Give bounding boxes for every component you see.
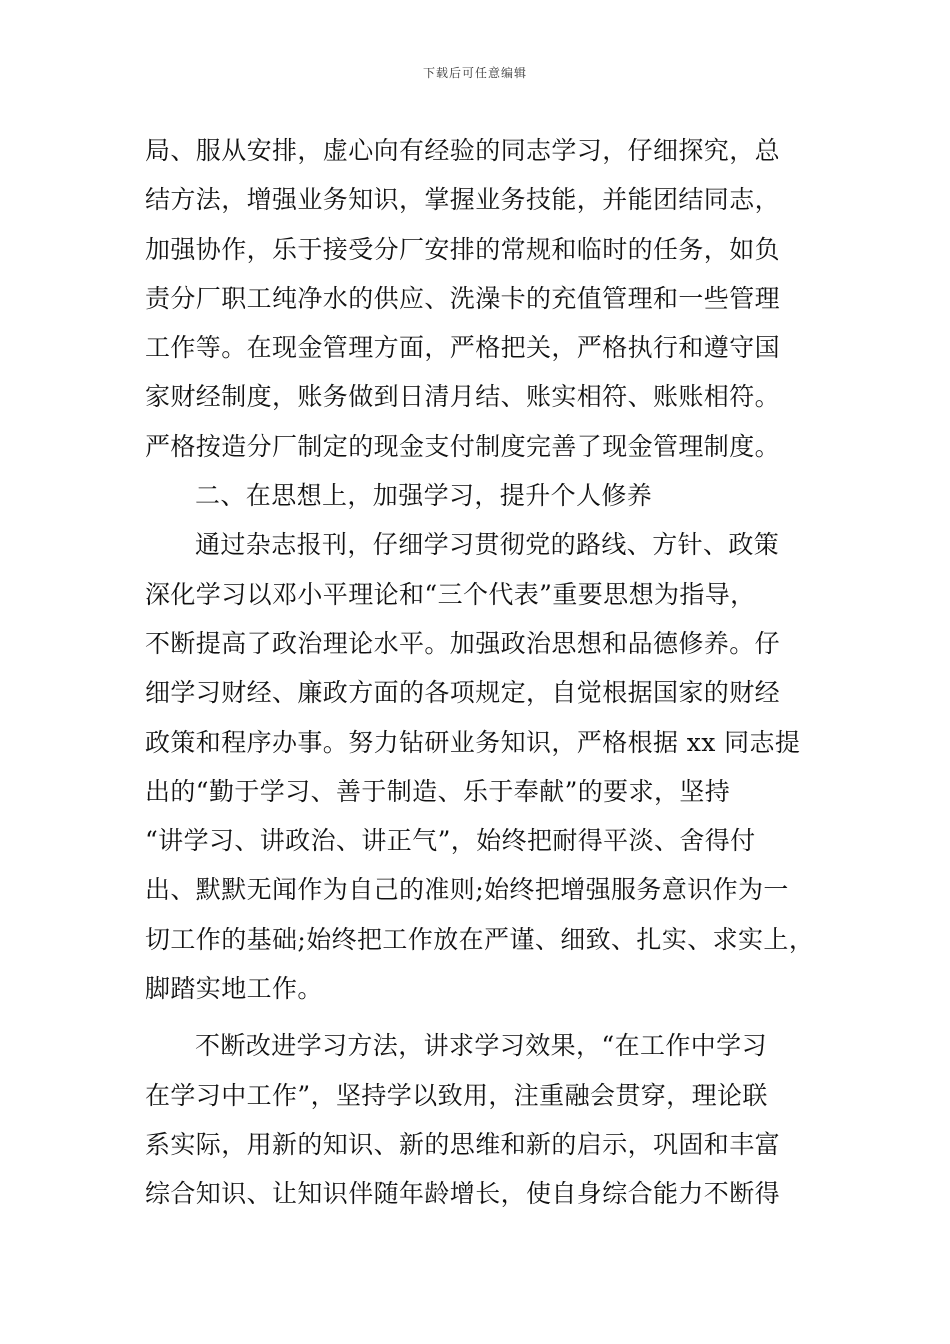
text-line: 出、默默无闻作为自己的准则;始终把增强服务意识作为一: [145, 875, 789, 905]
text-line: 出的“勤于学习、善于制造、乐于奉献”的要求，坚持: [145, 776, 731, 806]
document-body: [145, 126, 825, 1219]
text-line: 在学习中工作”，坚持学以致用，注重融会贯穿，理论联: [145, 1080, 768, 1110]
text-line: 不断提高了政治理论水平。加强政治思想和品德修养。仔: [145, 628, 781, 658]
text-line: 工作等。在现金管理方面，严格把关，严格执行和遵守国: [145, 333, 781, 363]
text-line: 责分厂职工纯净水的供应、洗澡卡的充值管理和一些管理: [145, 283, 781, 313]
text-line: 综合知识、让知识伴随年龄增长，使自身综合能力不断得: [145, 1179, 781, 1209]
text-line: 通过杂志报刊，仔细学习贯彻党的路线、方针、政策: [195, 530, 780, 560]
paragraph-study-method: [145, 1021, 825, 1218]
text-line: 结方法，增强业务知识，掌握业务技能，并能团结同志，: [145, 185, 781, 215]
text-line: 切工作的基础;始终把工作放在严谨、细致、扎实、求实上，: [145, 924, 815, 954]
text-line: 家财经制度，账务做到日清月结、账实相符、账账相符。: [145, 382, 781, 412]
text-line: 深化学习以邓小平理论和“三个代表”重要思想为指导，: [145, 579, 756, 609]
text-line: 细学习财经、廉政方面的各项规定，自觉根据国家的财经: [145, 678, 781, 708]
text-line: “讲学习、讲政治、讲正气”，始终把耐得平淡、舍得付: [145, 826, 756, 856]
heading-line: 二、在思想上，加强学习，提升个人修养: [195, 481, 653, 511]
text-line: 局、服从安排，虚心向有经验的同志学习，仔细探究，总: [145, 136, 781, 165]
section-heading: [145, 471, 825, 520]
text-line: 严格按造分厂制定的现金支付制度完善了现金管理制度。: [145, 431, 781, 461]
text-line: 政策和程序办事。努力钻研业务知识，严格根据 xx 同志提: [145, 727, 801, 757]
text-line: 脚踏实地工作。: [145, 974, 323, 1004]
paragraph-study: [145, 520, 825, 1013]
text-line: 加强协作，乐于接受分厂安排的常规和临时的任务，如负: [145, 234, 781, 264]
paragraph-work-attitude: [145, 126, 825, 471]
text-line: 系实际，用新的知识、新的思维和新的启示，巩固和丰富: [145, 1129, 781, 1159]
text-line: 不断改进学习方法，讲求学习效果，“在工作中学习: [195, 1031, 767, 1061]
page-header: 下载后可任意编辑: [422, 66, 527, 80]
paragraph-spacer: [145, 1013, 825, 1021]
